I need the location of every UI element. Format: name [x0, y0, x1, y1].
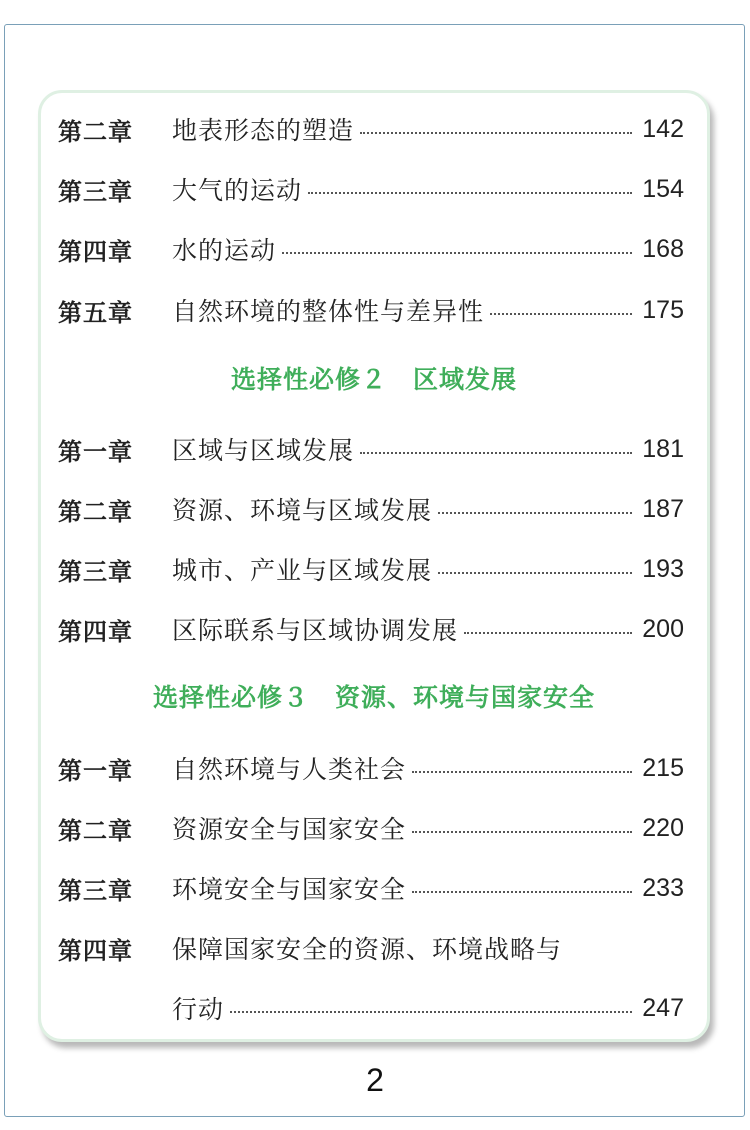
chapter-title: 环境安全与国家安全	[172, 875, 407, 904]
chapter-title: 城市、产业与区域发展	[172, 556, 433, 585]
page-ref: 142	[642, 114, 684, 143]
toc-entry[interactable]	[58, 808, 684, 848]
toc-entry-continuation[interactable]	[172, 988, 684, 1028]
toc-entry[interactable]	[58, 489, 684, 529]
chapter-title: 地表形态的塑造	[172, 116, 355, 145]
chapter-label: 第一章	[58, 756, 133, 785]
page-ref: 168	[642, 234, 684, 263]
toc-entry[interactable]	[58, 928, 684, 968]
page-ref: 193	[642, 554, 684, 583]
chapter-label: 第三章	[58, 876, 133, 905]
chapter-title: 自然环境的整体性与差异性	[172, 297, 485, 326]
section-heading: 选择性必修３ 资源、环境与国家安全	[152, 683, 595, 712]
page-ref: 215	[642, 753, 684, 782]
dot-leader	[438, 572, 632, 574]
dot-leader	[360, 452, 632, 454]
chapter-label: 第三章	[58, 177, 133, 206]
chapter-title: 保障国家安全的资源、环境战略与	[172, 935, 563, 964]
dot-leader	[412, 771, 632, 773]
toc-entry[interactable]	[58, 748, 684, 788]
toc-entry[interactable]	[58, 290, 684, 330]
chapter-label: 第二章	[58, 497, 133, 526]
chapter-title: 自然环境与人类社会	[172, 755, 407, 784]
chapter-label: 第二章	[58, 816, 133, 845]
dot-leader	[360, 132, 632, 134]
dot-leader	[412, 891, 632, 893]
toc-entry[interactable]	[58, 169, 684, 209]
dot-leader	[438, 512, 632, 514]
dot-leader	[490, 313, 632, 315]
toc-entry[interactable]	[58, 549, 684, 589]
chapter-label: 第四章	[58, 936, 133, 965]
chapter-title: 水的运动	[172, 236, 277, 265]
chapter-label: 第四章	[58, 237, 133, 266]
chapter-title: 大气的运动	[172, 176, 303, 205]
dot-leader	[412, 831, 632, 833]
page-ref: 175	[642, 295, 684, 324]
page-ref: 154	[642, 174, 684, 203]
page-ref: 181	[642, 434, 684, 463]
chapter-title: 资源、环境与区域发展	[172, 496, 433, 525]
dot-leader	[282, 252, 632, 254]
toc-entry[interactable]	[58, 609, 684, 649]
page-ref: 220	[642, 813, 684, 842]
chapter-label: 第三章	[58, 557, 133, 586]
section-heading: 选择性必修２ 区域发展	[230, 365, 517, 394]
toc-entry[interactable]	[58, 868, 684, 908]
toc-entry[interactable]	[58, 229, 684, 269]
page-ref: 187	[642, 494, 684, 523]
dot-leader	[230, 1011, 632, 1013]
page-ref: 200	[642, 614, 684, 643]
dot-leader	[464, 632, 632, 634]
chapter-label: 第二章	[58, 117, 133, 146]
chapter-label: 第一章	[58, 437, 133, 466]
dot-leader	[308, 192, 632, 194]
toc-entry[interactable]	[58, 429, 684, 469]
chapter-label: 第五章	[58, 298, 133, 327]
chapter-title-continuation: 行动	[172, 995, 225, 1024]
chapter-label: 第四章	[58, 617, 133, 646]
page-number: 2	[366, 1062, 384, 1098]
chapter-title: 资源安全与国家安全	[172, 815, 407, 844]
page-ref: 247	[642, 993, 684, 1022]
chapter-title: 区域与区域发展	[172, 436, 355, 465]
chapter-title: 区际联系与区域协调发展	[172, 616, 459, 645]
page-ref: 233	[642, 873, 684, 902]
toc-entry[interactable]	[58, 109, 684, 149]
